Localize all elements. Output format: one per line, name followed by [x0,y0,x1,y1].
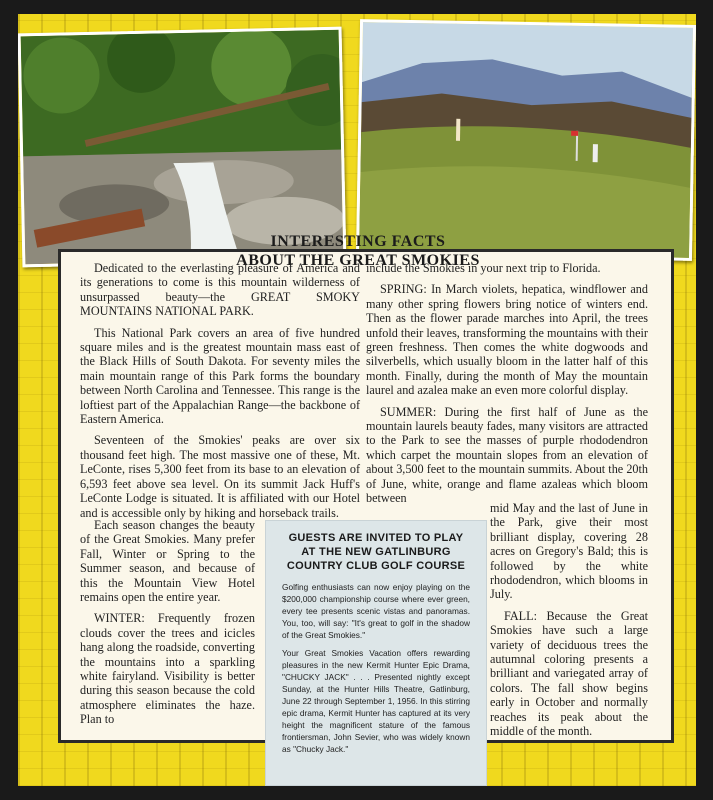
peaks-paragraph: Seventeen of the Smokies' peaks are over six thousand feet high. The most massive one of these, Mt. LeConte, rises 5,300 feet from its base to an elevation of 6,593 feet above sea level. On its summit Jack Huff's LeConte Lodge is situated. It is affiliated with our Hotel and is accessible only by hiking and horseback trails. [80,433,360,520]
golf-course-photo-art [359,22,693,258]
title-line-1: INTERESTING FACTS [270,233,446,250]
title-line-2: ABOUT THE GREAT SMOKIES [236,252,480,269]
golf-invitation-box [266,521,486,785]
park-area-paragraph: This National Park covers an area of five hundred square miles and is the greatest mountain mass east of the Black Hills of South Dakota. For seventy miles the main mountain range of this Park forms the boundary between North Carolina and Tennessee. This range is the loftiest part of the Appalachian Range—the backbone of Eastern America. [80,325,360,427]
drama-paragraph: Your Great Smokies Vacation offers rewarding pleasures in the new Kermit Hunter Epic Drama, "CHUCKY JACK" . . . Presented nightly except Sunday, at the Hunter Hills Theatre, Gatlinburg, June 22 through September 1, 1956. In this stirring epic drama, Kermit Hunter has captured at its very height the magnificent stature of the famous frontiersman, John Sevier, who was widely known as "Chucky Jack." [282,648,470,754]
left-narrow-column [80,518,255,734]
golf-invitation-heading: GUESTS ARE INVITED TO PLAY AT THE NEW GATLINBURG COUNTRY CLUB GOLF COURSE [286,532,466,572]
golf-course-photo [356,19,696,261]
seasons-paragraph: Each season changes the beauty of the Great Smokies. Many prefer Fall, Winter or Spring to the Summer season, and because of this the Mountain View Hotel remains open the entire year. [80,518,255,605]
fall-paragraph: FALL: Because the Great Smokies have such a large variety of deciduous trees the autumnal coloring presents a brilliant and variegated array of colors. The fall show begins early in October and normally reaches its peak about the middle of the month. [490,608,648,739]
right-narrow-column [490,501,648,746]
brochure-page [18,14,696,786]
intro-paragraph: Dedicated to the everlasting pleasure of America and its generations to come is this mountain wilderness of unsurpassed beauty—the GREAT SMOKY MOUNTAINS NATIONAL PARK. [80,261,360,319]
summer-paragraph: SUMMER: During the first half of June as the mountain laurels beauty fades, many visitors are attracted to the Park to see the masses of purple rhododendron which carpet the mountain slopes from an elevation of about 3,500 feet to the mountain summits. About the 20th of June, white, orange and flame azaleas which bloom between [366,404,648,506]
florida-paragraph: include the Smokies in your next trip to Florida. [366,261,601,275]
spring-paragraph: SPRING: In March violets, hepatica, windflower and many other spring flowers bring notice of winters end. Then as the flower parade marches into April, the trees unfold their leaves, transforming the mountains with their green freshness. Then comes the white dogwoods and silverbells, which usually bloom in the latter half of this month. Finally, during the month of May the mountain laurel and azalea make an even more colorful display. [366,282,648,398]
waterfall-photo-art [21,30,344,265]
summer-continued-paragraph: mid May and the last of June in the Park, give their most brilliant display, covering 28 acres on Gregory's Bald; this is followed by the white rhododendron, which blooms in July. [490,501,648,602]
left-column [80,261,360,527]
right-column [366,261,648,513]
golf-invitation-body [282,581,470,755]
winter-paragraph: WINTER: Frequently frozen clouds cover the trees and icicles hang along the roadside, converting the mountains into a sparkling white fairyland. Visibility is better during this season because the cold atmosphere eliminates the haze. Plan to [80,611,255,727]
golf-paragraph: Golfing enthusiasts can now enjoy playing on the $200,000 championship course where ever green, every tee presents scenic vistas and panoramas. You, too, will say: "It's great to golf in the shadow of the Great Smokies." [282,582,470,640]
